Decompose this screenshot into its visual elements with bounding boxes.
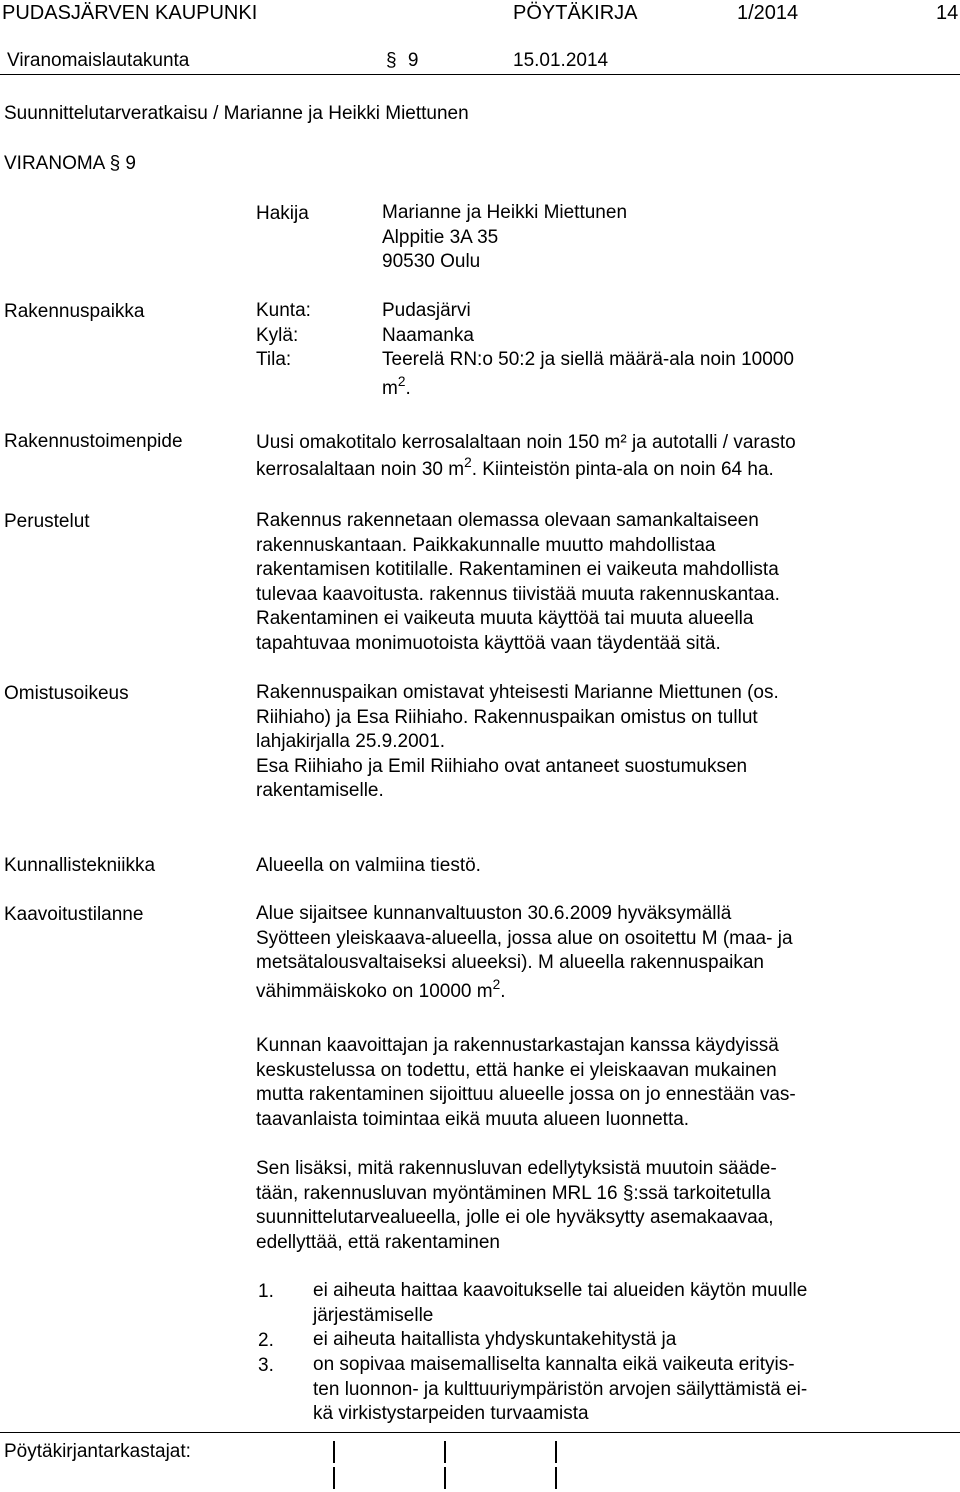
list-number: 1. bbox=[258, 1281, 274, 1302]
org-name: PUDASJÄRVEN KAUPUNKI bbox=[2, 2, 258, 24]
list-item: ei aiheuta haittaa kaavoitukselle tai alueiden käytön muulle järjestämiselle bbox=[313, 1280, 808, 1326]
zoning-p3-line: tään, rakennusluvan myöntäminen MRL 16 §:ssä tarkoitetulla bbox=[256, 1182, 771, 1204]
applicant-name: Marianne ja Heikki Miettunen bbox=[382, 202, 628, 223]
signature-field[interactable] bbox=[555, 1441, 557, 1463]
zoning-line-minsize: vähimmäiskoko on 10000 $m^2$. bbox=[256, 977, 506, 1002]
list-number: 3. bbox=[258, 1355, 274, 1376]
doc-number: 1/2014 bbox=[737, 2, 799, 24]
zoning-line: metsätalousvaltaiseksi alueeksi). M alueella rakennuspaikan bbox=[256, 952, 764, 974]
signature-field[interactable] bbox=[444, 1467, 446, 1489]
grounds-line: rakennuskantaan. Paikkakunnalle muutto mahdollistaa bbox=[256, 534, 716, 556]
footer-divider bbox=[0, 1432, 960, 1433]
ownership-line: Esa Riihiaho ja Emil Riihiaho ovat antaneet suostumuksen bbox=[256, 755, 748, 777]
signature-field[interactable] bbox=[333, 1441, 335, 1463]
zoning-label: Kaavoitustilanne bbox=[4, 904, 144, 925]
signature-field[interactable] bbox=[555, 1467, 557, 1489]
grounds-line: rakentamisen kotitilalle. Rakentaminen ei vaikeuta mahdollista bbox=[256, 559, 779, 581]
zoning-p3-line: Sen lisäksi, mitä rakennusluvan edellytyksistä muutoin sääde- bbox=[256, 1158, 777, 1179]
doc-type: PÖYTÄKIRJA bbox=[513, 2, 638, 24]
ownership-label: Omistusoikeus bbox=[4, 683, 129, 704]
ownership-line: rakentamiselle. bbox=[256, 780, 384, 802]
kyla-value: Naamanka bbox=[382, 324, 474, 346]
meeting-date: 15.01.2014 bbox=[513, 50, 609, 71]
kunta-label: Kunta: bbox=[256, 300, 311, 321]
applicant-details bbox=[382, 201, 627, 275]
technology-label: Kunnallistekniikka bbox=[4, 855, 156, 876]
measure-line-2: kerrosalaltaan noin 30 $m^2$. Kiinteistön pinta-ala on noin 64 ha. bbox=[256, 455, 774, 480]
reviewers-label: Pöytäkirjantarkastajat: bbox=[4, 1441, 191, 1462]
authority-reference: VIRANOMA § 9 bbox=[4, 153, 136, 174]
applicant-label: Hakija bbox=[256, 203, 309, 224]
section-number: 9 bbox=[407, 50, 419, 71]
tila-area: $m^2$. bbox=[382, 374, 411, 399]
zoning-line: Alue sijaitsee kunnanvaltuuston 30.6.2009 hyväksymällä bbox=[256, 903, 732, 924]
measure-line-1: Uusi omakotitalo kerrosalaltaan noin 150 m² ja autotalli / varasto bbox=[256, 432, 796, 453]
grounds-label: Perustelut bbox=[4, 511, 90, 532]
page-title: Suunnittelutarveratkaisu / Marianne ja Heikki Miettunen bbox=[4, 103, 469, 124]
applicant-city: 90530 Oulu bbox=[382, 251, 481, 273]
zoning-p2-line: Kunnan kaavoittajan ja rakennustarkastajan kanssa käydyissä bbox=[256, 1035, 779, 1056]
applicant-street: Alppitie 3A 35 bbox=[382, 226, 499, 248]
measure-label: Rakennustoimenpide bbox=[4, 431, 183, 452]
kunta-value: Pudasjärvi bbox=[382, 300, 471, 321]
list-item: on sopivaa maisemalliselta kannalta eikä vaikeuta erityis- ten luonnon- ja kulttuuriympäristön arvojen säilyttämistä ei- kä virkistystarpeiden turvaamista bbox=[313, 1354, 808, 1425]
tila-label: Tila: bbox=[256, 349, 292, 371]
signature-field[interactable] bbox=[333, 1467, 335, 1489]
zoning-p2-line: taavanlaista toimintaa eikä muuta alueen luonnetta. bbox=[256, 1108, 690, 1130]
grounds-line: tulevaa kaavoitusta. rakennus tiivistää muuta rakennuskantaa. bbox=[256, 583, 780, 605]
zoning-paragraph-3 bbox=[256, 1157, 777, 1255]
signature-field[interactable] bbox=[444, 1441, 446, 1463]
ownership-text bbox=[256, 681, 779, 804]
zoning-paragraph-2 bbox=[256, 1034, 796, 1132]
section-symbol: § bbox=[386, 50, 397, 71]
zoning-text bbox=[256, 902, 793, 1005]
list-number: 2. bbox=[258, 1330, 274, 1351]
site-field-values bbox=[382, 299, 794, 402]
grounds-line: Rakennus rakennetaan olemassa olevaan samankaltaiseen bbox=[256, 510, 759, 531]
zoning-p2-line: mutta rakentaminen sijoittuu alueelle jossa on jo ennestään vas- bbox=[256, 1084, 796, 1106]
header-divider bbox=[0, 74, 960, 75]
zoning-p2-line: keskustelussa on todettu, että hanke ei yleiskaavan mukainen bbox=[256, 1059, 777, 1081]
grounds-line: Rakentaminen ei vaikeuta muuta käyttöä tai muuta alueella bbox=[256, 608, 754, 630]
grounds-line: tapahtuvaa monimuotoista käyttöä vaan täydentää sitä. bbox=[256, 632, 721, 654]
section-marker bbox=[386, 50, 418, 72]
grounds-text bbox=[256, 509, 780, 657]
tila-value: Teerelä RN:o 50:2 ja siellä määrä-ala noin 10000 bbox=[382, 349, 794, 371]
ownership-line: Rakennuspaikan omistavat yhteisesti Marianne Miettunen (os. bbox=[256, 682, 779, 703]
kyla-label: Kylä: bbox=[256, 324, 299, 346]
ownership-line: lahjakirjalla 25.9.2001. bbox=[256, 731, 446, 753]
zoning-p3-line: edellyttää, että rakentaminen bbox=[256, 1231, 500, 1253]
meeting-body: Viranomaislautakunta bbox=[7, 50, 190, 71]
zoning-line: Syötteen yleiskaava-alueella, jossa alue on osoitettu M (maa- ja bbox=[256, 927, 793, 949]
site-label: Rakennuspaikka bbox=[4, 301, 145, 322]
zoning-p3-line: suunnittelutarvealueella, jolle ei ole hyväksytty asemakaavaa, bbox=[256, 1207, 774, 1229]
measure-text bbox=[256, 429, 796, 484]
site-field-labels bbox=[256, 299, 311, 373]
page-number: 14 bbox=[936, 2, 959, 24]
technology-text: Alueella on valmiina tiestö. bbox=[256, 855, 481, 876]
list-item: ei aiheuta haitallista yhdyskuntakehitystä ja bbox=[313, 1329, 677, 1350]
ownership-line: Riihiaho) ja Esa Riihiaho. Rakennuspaikan omistus on tullut bbox=[256, 706, 758, 728]
